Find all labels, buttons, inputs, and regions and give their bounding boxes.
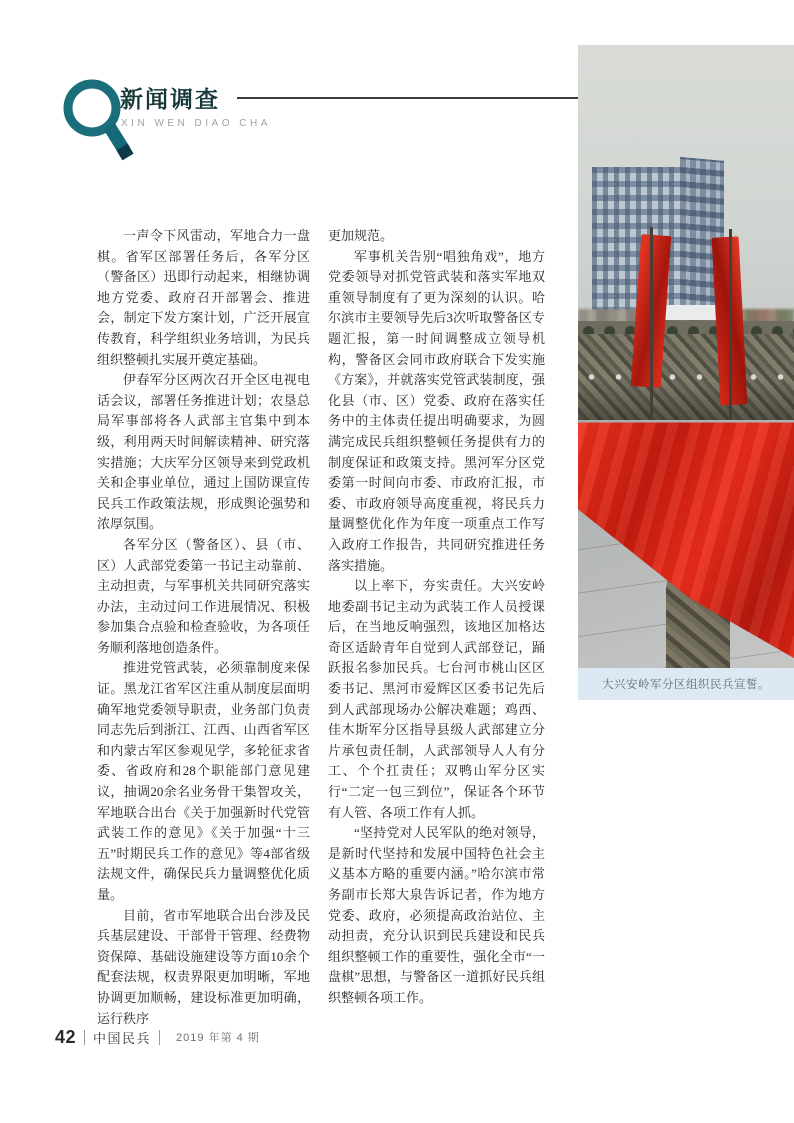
footer-divider: [84, 1030, 85, 1045]
photo-column: [578, 45, 794, 700]
paragraph: 更加规范。: [328, 228, 394, 243]
photo-militia-formation: [578, 45, 794, 420]
soldier-formation: [578, 321, 794, 420]
section-title-block: [120, 86, 271, 129]
section-title: 新闻调查: [120, 86, 220, 112]
page-footer: [55, 1026, 260, 1048]
article-body: [97, 226, 545, 1026]
paragraph: 目前，省市军地联合出台涉及民兵基层建设、干部骨干管理、经费物资保障、基础设施建设等方面10余个配套法规，权责界限更加明晰，军地协调更加顺畅，建设标准更加明确，运行秩序: [97, 907, 310, 1026]
page-number: 42: [55, 1026, 77, 1047]
section-subtitle: XIN WEN DIAO CHA: [121, 117, 271, 129]
paragraph: 伊春军分区两次召开全区电视电话会议，部署任务推进计划；农垦总局军事部将各人武部主官集中到本级，利用两天时间解读精神、研究落实措施；大庆军分区领导来到党政机关和企事业单位，通过上国防课宣传民兵工作政策法规，形成舆论强势和浓厚氛围。: [97, 372, 310, 532]
article-column-1: [97, 226, 310, 1029]
paragraph: “坚持党对人民军队的绝对领导，是新时代坚持和发展中国特色社会主义基本方略的重要内涵。”哈尔滨市常务副市长郑大泉告诉记者，作为地方党委、政府，必须提高政治站位、主动担责，充分认识到民兵建设和民兵组织整顿工作的重要性，强化全市“一盘棋”思想，与警备区一道抓好民兵组织整顿各项工作。: [328, 825, 545, 1005]
article-column-2: [328, 226, 545, 1009]
photo-red-banner: [578, 420, 794, 668]
white-gloves-row: [578, 372, 794, 382]
paragraph: 军事机关告别“唱独角戏”，地方党委领导对抓党管武装和落实军地双重领导制度有了更为深刻的认识。哈尔滨市主要领导先后3次听取警备区专题汇报，第一时间调整成立领导机构，警备区会同市政府联合下发实施《方案》，并就落实党管武装制度，强化县（市、区）党委、政府在落实任务中的主体责任提出明确要求，为圆满完成民兵组织整顿任务提供有力的制度保证和政策支持。黑河军分区党委第一时间向市委、市政府汇报，市委、市政府领导高度重视，将民兵力量调整优化作为年度一项重点工作写入政府工作报告，共同研究推进任务落实措施。: [328, 248, 545, 573]
paragraph: 以上率下，夯实责任。大兴安岭地委副书记主动为武装工作人员授课后，在当地反响强烈，该地区加格达奇区适龄青年自觉到人武部登记，踊跃报名参加民兵。七台河市桃山区区委书记、黑河市爱辉区区委书记先后到人武部现场办公解决难题；鸡西、佳木斯军分区指导县级人武部建立分片承包责任制，人武部领导人人有分工、个个扛责任；双鸭山军分区实行“二定一包三到位”，保证各个环节有人管、各项工作有人抓。: [328, 578, 545, 820]
photo-caption: [578, 668, 794, 700]
footer-divider: [159, 1030, 160, 1045]
paragraph: 各军分区（警备区）、县（市、区）人武部党委第一书记主动靠前、主动担责，与军事机关共同研究落实办法，主动过问工作进展情况、积极参加集合点验和检查验收，为各项任务顺利落地创造条件。: [97, 536, 310, 655]
magazine-name: 中国民兵: [93, 1030, 152, 1046]
paragraph: 一声令下风雷动，军地合力一盘棋。省军区部署任务后，各军分区（警备区）迅即行动起来，相继协调地方党委、政府召开部署会、推进会，制定下发方案计划，广泛开展宣传教育，科学组织业务培训，为民兵组织整顿扎实展开奠定基础。: [97, 228, 310, 367]
header-rule: [237, 97, 578, 99]
photo-caption-text: 大兴安岭军分区组织民兵宣誓。: [602, 679, 770, 691]
paragraph: 推进党管武装，必须靠制度来保证。黑龙江省军区注重从制度层面明确军地党委领导职责，业务部门负责同志先后到浙江、江西、山西省军区和内蒙古军区参观见学，多轮征求省委、省政府和28个职能部门意见建议，抽调20余名业务骨干集智攻关，军地联合出台《关于加强新时代党管武装工作的意见》《关于加强“十三五”时期民兵工作的意见》等4部省级法规文件，确保民兵力量调整优化质量。: [97, 660, 310, 902]
issue-label: 2019 年第 4 期: [176, 1032, 260, 1044]
flag-pole: [650, 227, 653, 420]
flag-pole: [729, 229, 732, 420]
